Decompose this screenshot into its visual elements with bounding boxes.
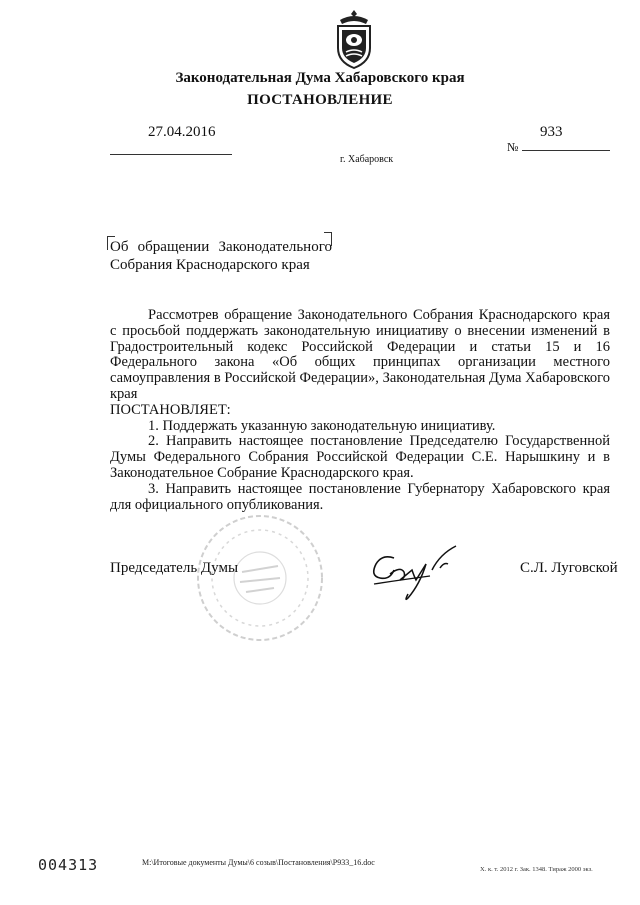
signatory-title: Председатель Думы <box>110 560 239 576</box>
number-sign: № <box>507 140 519 154</box>
document-type-title: ПОСТАНОВЛЕНИЕ <box>247 92 393 108</box>
print-info: Х. к. т. 2012 г. Зак. 1348. Тираж 2000 экз. <box>480 866 593 873</box>
signatory-name: С.Л. Луговской <box>520 560 618 576</box>
registration-number: 004313 <box>38 856 99 874</box>
number-underline <box>522 150 610 151</box>
document-body <box>110 308 610 513</box>
date-underline <box>110 154 232 155</box>
document-number: 933 <box>540 124 563 140</box>
subject-line-2: Собрания Краснодарского края <box>110 257 310 273</box>
document-subject <box>110 238 342 274</box>
preamble-paragraph: Рассмотрев обращение Законодательного Собрания Краснодарского края с просьбой поддержать законодательную инициативу о внесении изменений в Градостроительный кодекс Российской Федерации и статьи 15 и 16 Федерального закона «Об общих принципах организации местного самоуправления в Российской Федерации», Законодательная Дума Хабаровского края <box>110 307 610 402</box>
subject-word: Об <box>110 239 129 255</box>
file-path: M:\Итоговые документы Думы\6 созыв\Постановления\P933_16.doc <box>142 858 375 867</box>
resolution-item-1: 1. Поддержать указанную законодательную инициативу. <box>148 417 496 434</box>
document-date: 27.04.2016 <box>148 124 216 140</box>
organization-title: Законодательная Дума Хабаровского края <box>175 70 465 86</box>
resolution-item-2: 2. Направить настоящее постановление Председателю Государственной Думы Федерального Собрания Российской Федерации С.Е. Нарышкину и в Законодательное Собрание Краснодарского края. <box>110 433 610 481</box>
resolution-item-3: 3. Направить настоящее постановление Губернатору Хабаровского края для официального опубликования. <box>110 480 610 513</box>
seal-stamp <box>190 508 330 648</box>
subject-line-1 <box>110 238 332 256</box>
handwritten-signature <box>360 540 470 602</box>
coat-of-arms-icon <box>330 8 378 70</box>
subject-word: Законодательного <box>218 239 332 255</box>
resolves-heading: ПОСТАНОВЛЯЕТ: <box>110 401 231 418</box>
city-label: г. Хабаровск <box>340 154 394 165</box>
subject-word: обращении <box>137 239 210 255</box>
